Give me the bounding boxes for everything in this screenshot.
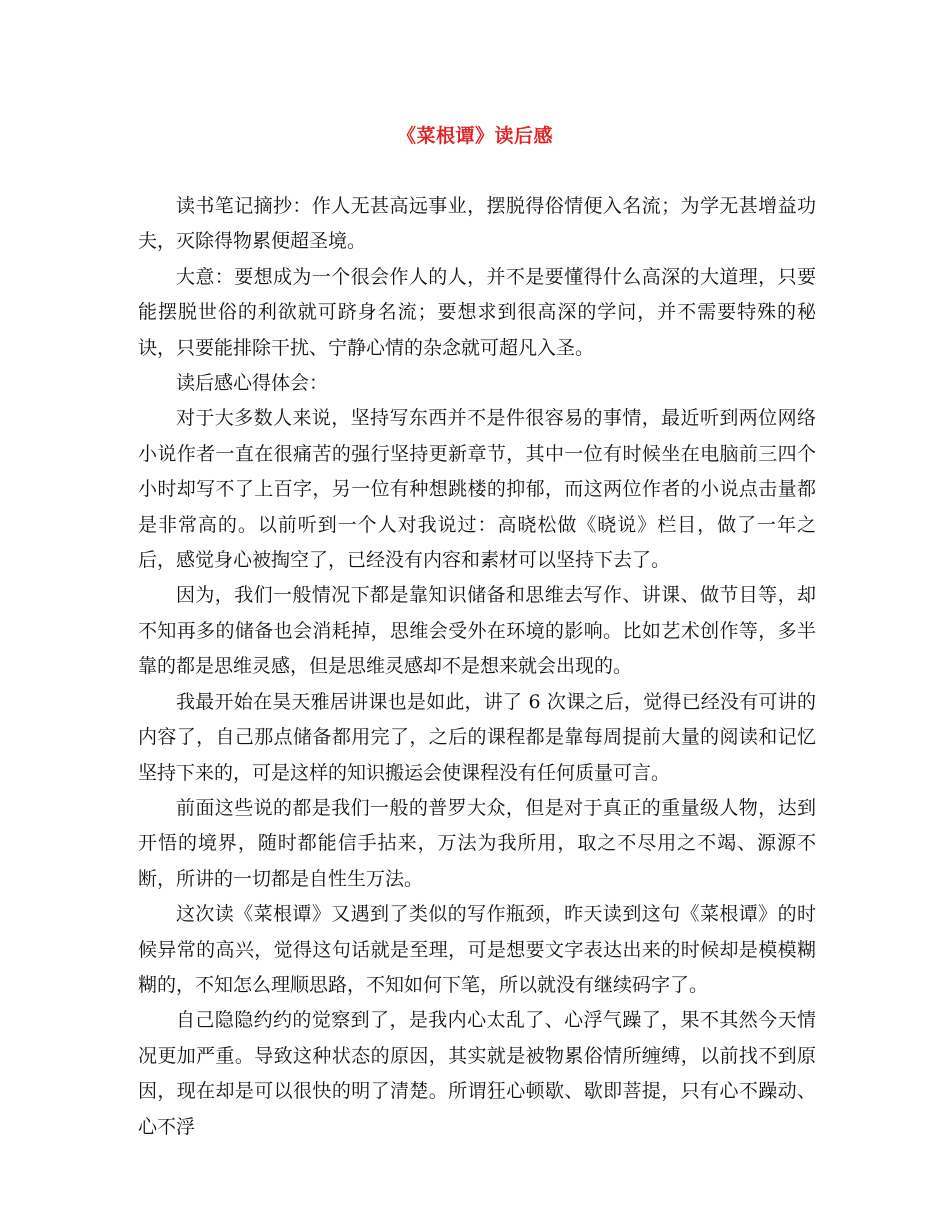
paragraph-reflection-5: 这次读《菜根谭》又遇到了类似的写作瓶颈，昨天读到这句《菜根谭》的时候异常的高兴，觉得这句话就是至理，可是想要文字表达出来的时候却是模模糊糊的，不知怎么理顺思路，不知如何下笔，所以就没有继续码字了。	[138, 903, 816, 996]
paragraph-heading-reflection: 读后感心得体会：	[176, 372, 329, 395]
paragraph-excerpt: 读书笔记摘抄：作人无甚高远事业，摆脱得俗情便入名流；为学无甚增益功夫，灭除得物累便超圣境。	[138, 195, 816, 253]
paragraph-reflection-4: 前面这些说的都是我们一般的普罗大众，但是对于真正的重量级人物，达到开悟的境界，随时都能信手拈来，万法为我所用，取之不尽用之不竭、源源不断，所讲的一切都是自性生万法。	[138, 796, 816, 890]
paragraph-reflection-3: 我最开始在昊天雅居讲课也是如此，讲了 6 次课之后，觉得已经没有可讲的内容了，自己那点储备都用完了，之后的课程都是靠每周提前大量的阅读和记忆坚持下来的，可是这样的知识搬运会使课程没有任何质量可言。	[138, 690, 816, 784]
paragraph-meaning: 大意：要想成为一个很会作人的人，并不是要懂得什么高深的大道理，只要能摆脱世俗的利欲就可跻身名流；要想求到很高深的学问，并不需要特殊的秘诀，只要能排除干扰、宁静心情的杂念就可超凡入圣。	[138, 265, 816, 359]
document-title: 《菜根谭》读后感	[396, 125, 553, 147]
document-body	[138, 189, 816, 1145]
paragraph-reflection-6: 自己隐隐约约的觉察到了，是我内心太乱了、心浮气躁了，果不其然今天情况更加严重。导致这种状态的原因，其实就是被物累俗情所缠缚，以前找不到原因，现在却是可以很快的明了清楚。所谓狂心顿歇、歇即菩提，只有心不躁动、心不浮	[138, 1009, 816, 1138]
paragraph-reflection-1: 对于大多数人来说，坚持写东西并不是件很容易的事情，最近听到两位网络小说作者一直在很痛苦的强行坚持更新章节，其中一位有时候坐在电脑前三四个小时却写不了上百字，另一位有种想跳楼的抑郁，而这两位作者的小说点击量都是非常高的。以前听到一个人对我说过：高晓松做《晓说》栏目，做了一年之后，感觉身心被掏空了，已经没有内容和素材可以坚持下去了。	[138, 407, 816, 572]
paragraph-reflection-2: 因为，我们一般情况下都是靠知识储备和思维去写作、讲课、做节目等，却不知再多的储备也会消耗掉，思维会受外在环境的影响。比如艺术创作等，多半靠的都是思维灵感，但是思维灵感却不是想来就会出现的。	[138, 584, 816, 678]
